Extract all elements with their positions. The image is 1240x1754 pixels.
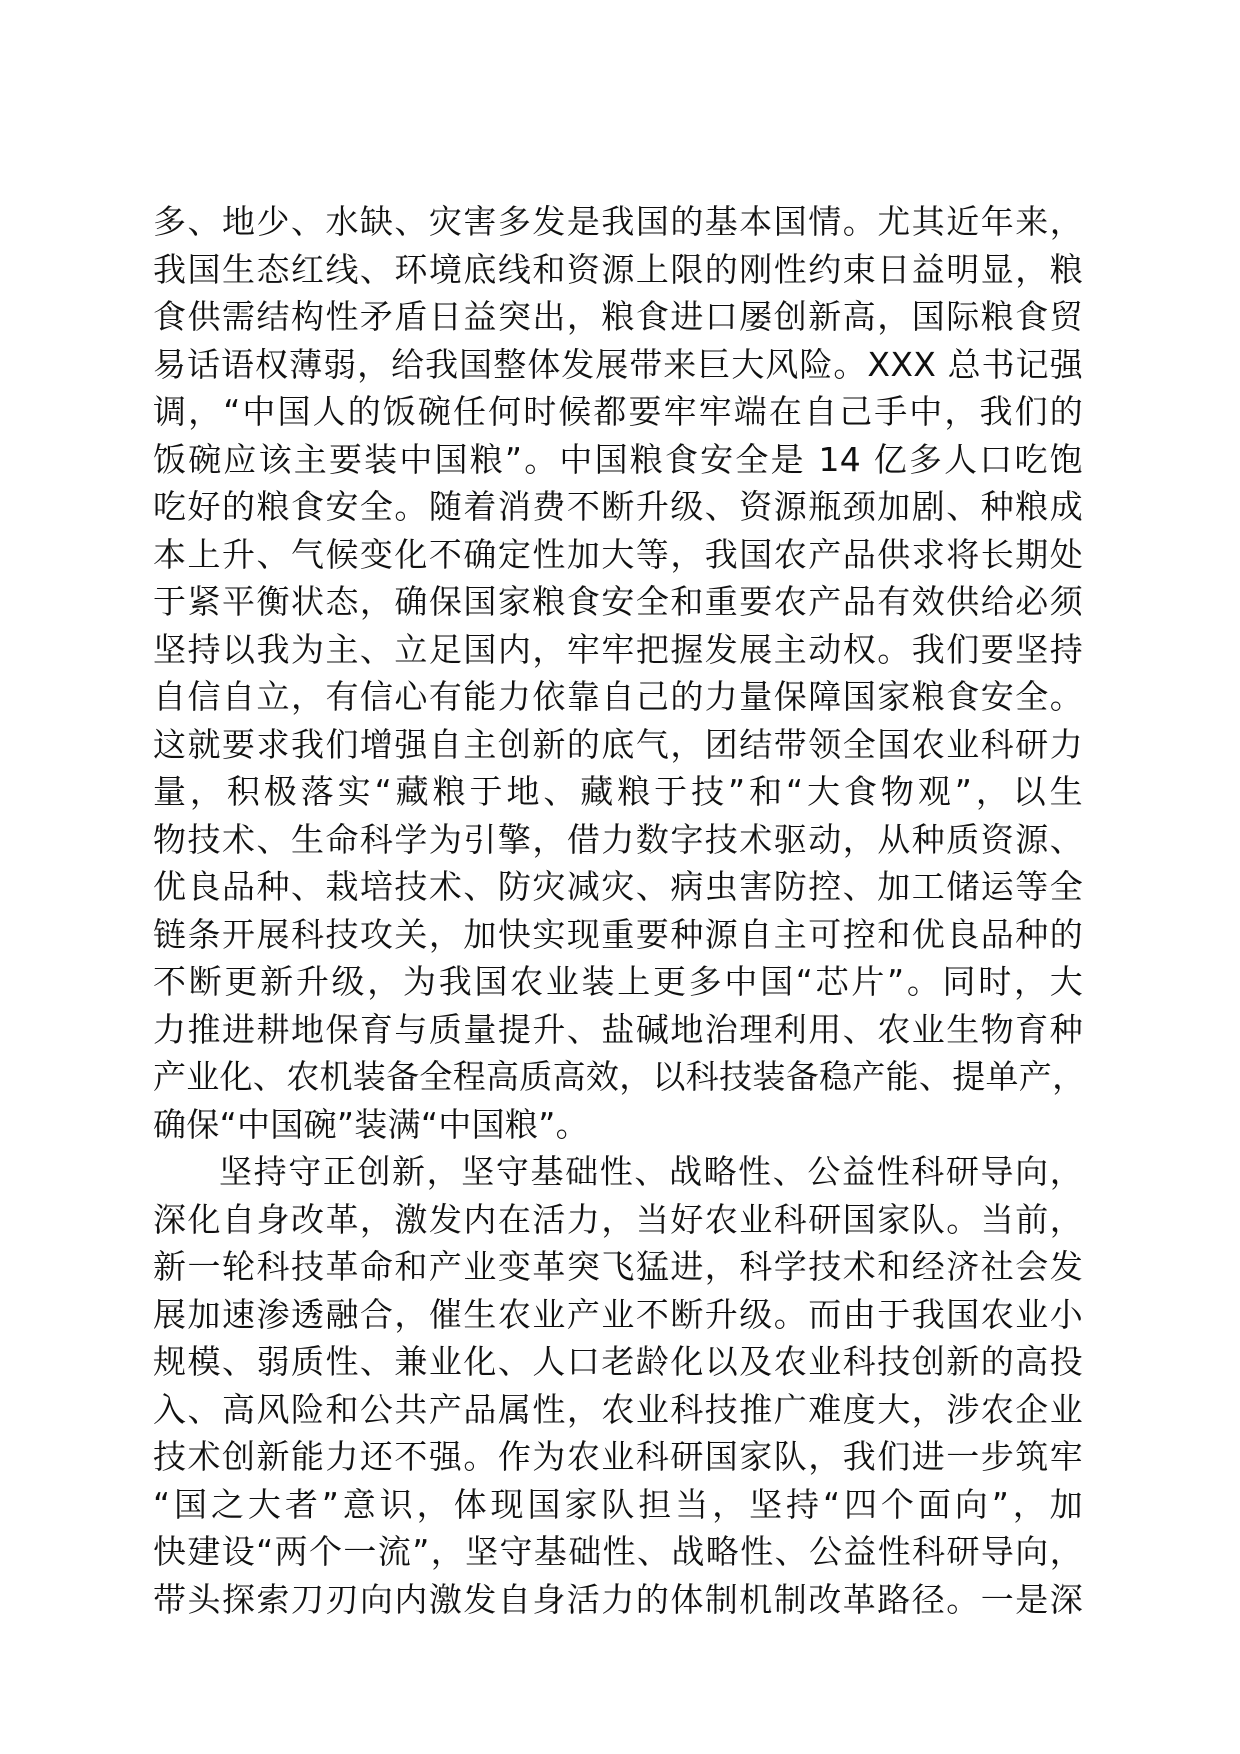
text-line: 产业化、农机装备全程高质高效，以科技装备稳产能、提单产， <box>153 1057 1086 1096</box>
text-line: 优良品种、栽培技术、防灾减灾、病虫害防控、加工储运等全 <box>153 867 1083 906</box>
text-line: 展加速渗透融合，催生农业产业不断升级。而由于我国农业小 <box>153 1294 1083 1334</box>
text-line: 快建设“两个一流”，坚守基础性、战略性、公益性科研导向， <box>153 1532 1083 1571</box>
text-line: 链条开展科技攻关，加快实现重要种源自主可控和优良品种的 <box>153 914 1083 954</box>
text-line: 量，积极落实“藏粮于地、藏粮于技”和“大食物观”，以生 <box>153 772 1083 811</box>
text-line: 带头探索刀刃向内激发自身活力的体制机制改革路径。一是深 <box>153 1579 1083 1619</box>
text-line: “国之大者”意识，体现国家队担当，坚持“四个面向”，加 <box>153 1484 1083 1524</box>
text-line: 多、地少、水缺、灾害多发是我国的基本国情。尤其近年来， <box>153 202 1083 241</box>
text-line: 于紧平衡状态，确保国家粮食安全和重要农产品有效供给必须 <box>153 582 1083 621</box>
text-line: 技术创新能力还不强。作为农业科研国家队，我们进一步筑牢 <box>153 1437 1083 1476</box>
paragraph-end-line: 确保“中国碗”装满“中国粮”。 <box>153 1104 589 1144</box>
document-body <box>153 198 1086 1623</box>
text-line: 吃好的粮食安全。随着消费不断升级、资源瓶颈加剧、种粮成 <box>153 487 1083 526</box>
text-line: 调，“中国人的饭碗任何时候都要牢牢端在自己手中，我们的 <box>153 392 1083 431</box>
text-line: 饭碗应该主要装中国粮”。中国粮食安全是 14 亿多人口吃饱 <box>153 439 1083 479</box>
text-line: 这就要求我们增强自主创新的底气，团结带领全国农业科研力 <box>153 724 1083 764</box>
paragraph-first-line: 坚持守正创新，坚守基础性、战略性、公益性科研导向， <box>219 1152 1083 1191</box>
text-line: 易话语权薄弱，给我国整体发展带来巨大风险。XXX 总书记强 <box>153 344 1083 384</box>
text-line: 力推进耕地保育与质量提升、盐碱地治理利用、农业生物育种 <box>153 1009 1083 1049</box>
text-line: 入、高风险和公共产品属性，农业科技推广难度大，涉农企业 <box>153 1389 1083 1429</box>
text-line: 物技术、生命科学为引擎，借力数字技术驱动，从种质资源、 <box>153 819 1083 859</box>
text-line: 坚持以我为主、立足国内，牢牢把握发展主动权。我们要坚持 <box>153 629 1083 669</box>
text-line: 新一轮科技革命和产业变革突飞猛进，科学技术和经济社会发 <box>153 1247 1083 1286</box>
text-line: 我国生态红线、环境底线和资源上限的刚性约束日益明显，粮 <box>153 249 1083 289</box>
text-line: 本上升、气候变化不确定性加大等，我国农产品供求将长期处 <box>153 534 1083 574</box>
text-line: 自信自立，有信心有能力依靠自己的力量保障国家粮食安全。 <box>153 677 1083 716</box>
text-line: 不断更新升级，为我国农业装上更多中国“芯片”。同时，大 <box>153 962 1083 1001</box>
text-line: 食供需结构性矛盾日益突出，粮食进口屡创新高，国际粮食贸 <box>153 297 1083 336</box>
text-line: 深化自身改革，激发内在活力，当好农业科研国家队。当前， <box>153 1199 1083 1239</box>
text-line: 规模、弱质性、兼业化、人口老龄化以及农业科技创新的高投 <box>153 1342 1083 1381</box>
